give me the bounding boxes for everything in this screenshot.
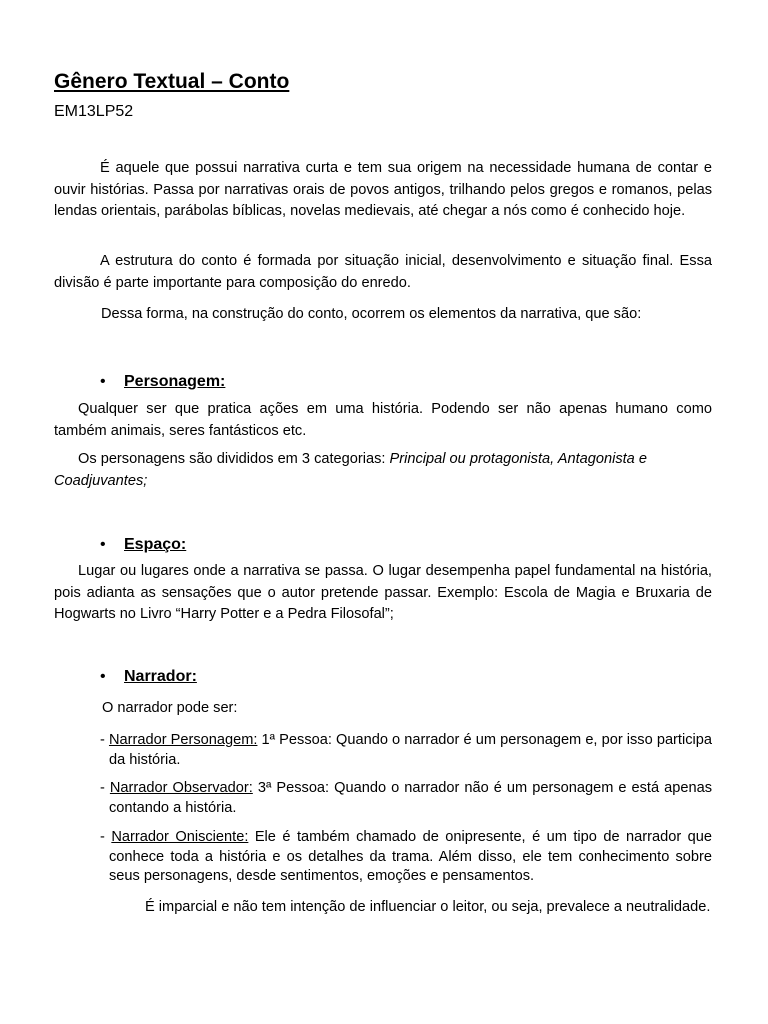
narrador-closing-paragraph: É imparcial e não tem intenção de influenciar o leitor, ou seja, prevalece a neutralidade.	[145, 899, 711, 915]
section-heading-personagem	[100, 372, 225, 392]
intro-paragraph-2: A estrutura do conto é formada por situação inicial, desenvolvimento e situação final. Essa divisão é parte importante para composição do enredo.	[54, 253, 712, 291]
narrador-item-personagem	[100, 731, 712, 770]
section-heading-text: Narrador:	[124, 668, 197, 685]
narrador-lead: O narrador pode ser:	[102, 700, 238, 716]
bullet-icon: •	[100, 373, 106, 390]
bullet-icon: •	[100, 668, 106, 685]
intro-paragraph-1: É aquele que possui narrativa curta e tem sua origem na necessidade humana de contar e ouvir histórias. Passa por narrativas orais de povos antigos, trilhando pelos gregos e romanos, pelas lendas orientais, parábolas bíblicas, novelas medievais, até chegar a nós como é conhecido hoje.	[54, 160, 712, 219]
espaco-paragraph-1: Lugar ou lugares onde a narrativa se passa. O lugar desempenha papel fundamental na história, pois adianta as sensações que o autor pretende passar. Exemplo: Escola de Magia e Bruxaria de Hogwarts no Livro “Harry Potter e a Pedra Filosofal”;	[54, 563, 712, 622]
skill-code: EM13LP52	[54, 103, 134, 120]
narrador-item-text: Ele é também chamado de onipresente, é um tipo de narrador que conhece toda a história e os detalhes da trama. Além disso, ele tem conhecimento sobre seus personagens, desde sentimentos, emoções e pensamentos.	[109, 829, 712, 884]
list-dash: -	[100, 732, 109, 748]
personagem-categories-list: Principal ou protagonista, Antagonista e Coadjuvantes;	[54, 451, 647, 489]
list-dash: -	[100, 829, 112, 845]
narrador-item-text: 1ª Pessoa: Quando o narrador é um personagem e, por isso participa da história.	[109, 732, 712, 768]
narrador-item-observador	[100, 779, 712, 818]
narrador-item-term: Narrador Observador:	[109, 780, 253, 796]
list-dash: -	[100, 780, 110, 796]
section-heading-narrador	[100, 667, 197, 687]
personagem-paragraph-2	[54, 449, 712, 492]
personagem-categories-lead: Os personagens são divididos em 3 categorias:	[78, 451, 390, 467]
intro-paragraph-3: Dessa forma, na construção do conto, ocorrem os elementos da narrativa, que são:	[101, 306, 642, 322]
document-title: Gênero Textual – Conto	[54, 70, 290, 93]
section-heading-espaco	[100, 535, 186, 555]
personagem-paragraph-1: Qualquer ser que pratica ações em uma história. Podendo ser não apenas humano como também animais, seres fantásticos etc.	[54, 401, 712, 439]
narrador-item-term: Narrador Personagem:	[108, 732, 258, 748]
section-heading-text: Espaço:	[124, 536, 187, 553]
narrador-item-onisciente	[100, 828, 712, 887]
section-heading-text: Personagem:	[124, 373, 226, 390]
bullet-icon: •	[100, 536, 106, 553]
narrador-item-text: 3ª Pessoa: Quando o narrador não é um personagem e está apenas contando a história.	[109, 780, 712, 816]
narrador-item-term: Narrador Onisciente:	[111, 829, 249, 845]
